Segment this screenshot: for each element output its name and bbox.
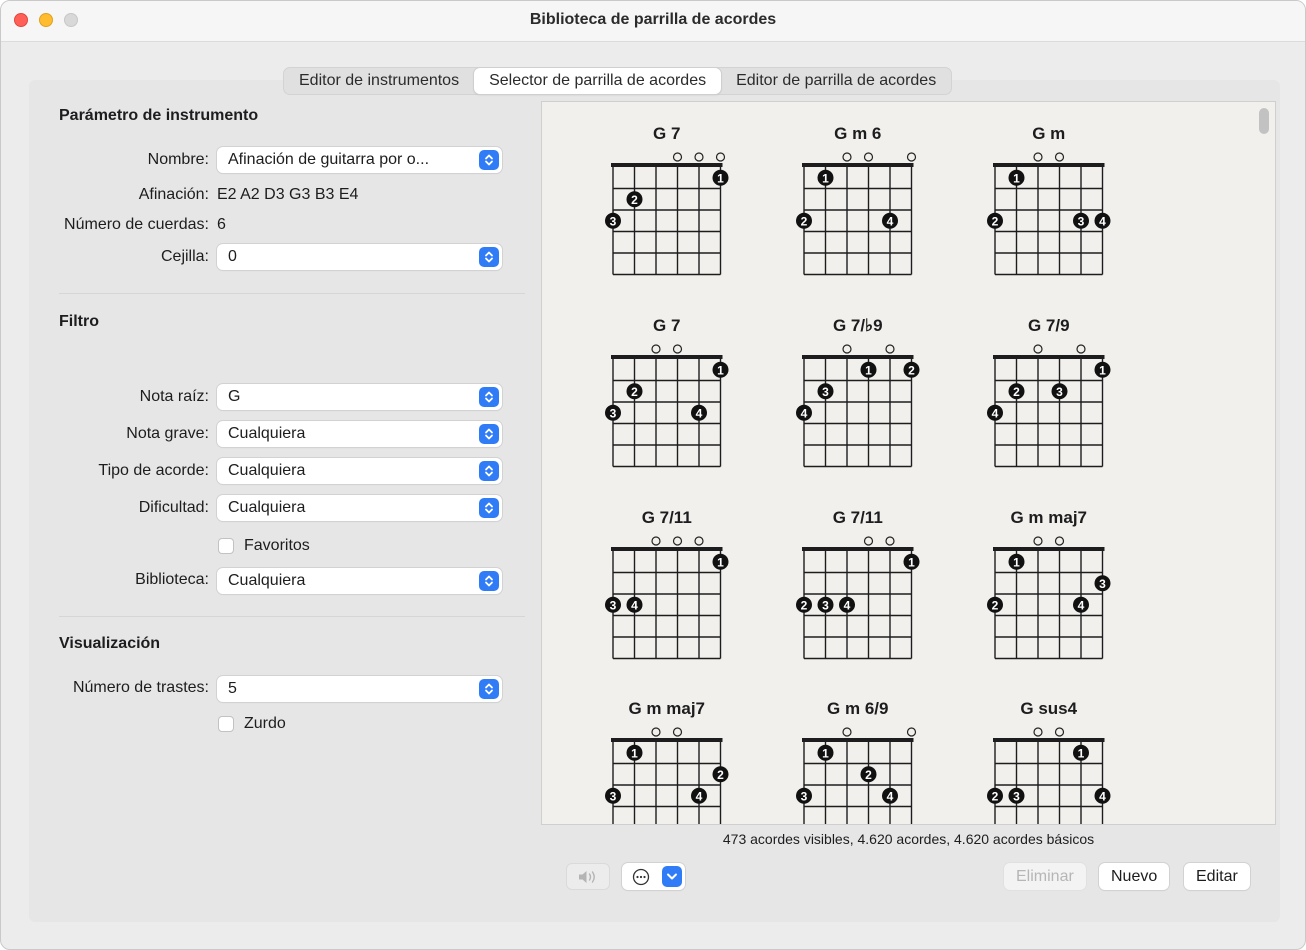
chord-name: G 7 — [653, 124, 681, 143]
chord-name: G 7/9 — [1027, 316, 1070, 335]
nut — [993, 738, 1105, 742]
nut — [802, 163, 914, 167]
nut — [611, 547, 723, 551]
finger-number: 3 — [822, 598, 829, 613]
chord-count-status: 473 acordes visibles, 4.620 acordes, 4.620 acordes básicos — [722, 831, 1095, 847]
play-chord-button[interactable] — [566, 863, 610, 890]
nut — [611, 738, 723, 742]
chord-name: G 7 — [653, 316, 681, 335]
finger-number: 4 — [991, 406, 999, 421]
finger-number: 2 — [717, 767, 724, 782]
chord-name: G m 6/9 — [827, 699, 889, 718]
open-string-marker — [865, 153, 873, 161]
chord-diagram[interactable] — [605, 508, 729, 659]
finger-number: 4 — [1099, 214, 1106, 229]
finger-number: 4 — [886, 214, 894, 229]
open-string-marker — [886, 345, 894, 353]
open-string-marker — [1077, 345, 1085, 353]
root-note-value: G — [228, 388, 241, 405]
speaker-icon — [578, 869, 600, 885]
chevron-updown-icon — [479, 247, 499, 267]
finger-number: 2 — [1013, 384, 1020, 399]
chevron-updown-icon — [479, 498, 499, 518]
finger-number: 1 — [1099, 363, 1106, 378]
open-string-marker — [1034, 153, 1042, 161]
difficulty-select[interactable] — [217, 495, 502, 521]
difficulty-value: Cualquiera — [228, 499, 306, 516]
finger-number: 1 — [1013, 555, 1020, 570]
nut — [993, 163, 1105, 167]
delete-button[interactable]: Eliminar — [1004, 863, 1086, 890]
chord-grid-canvas — [542, 102, 1275, 824]
left-handed-checkbox[interactable] — [218, 716, 234, 732]
open-string-marker — [674, 537, 682, 545]
bass-note-value: Cualquiera — [228, 425, 306, 442]
chord-name: G m — [1032, 124, 1066, 143]
fret-count-label: Número de trastes: — [72, 679, 209, 696]
strings-label: Número de cuerdas: — [64, 216, 209, 233]
finger-number: 4 — [695, 406, 703, 421]
chevron-updown-icon — [479, 387, 499, 407]
open-string-marker — [1056, 537, 1064, 545]
finger-number: 3 — [1056, 384, 1063, 399]
display-heading: Visualización — [59, 635, 161, 652]
nut — [802, 738, 914, 742]
finger-number: 2 — [631, 192, 638, 207]
root-note-select[interactable] — [217, 384, 502, 410]
open-string-marker — [652, 345, 660, 353]
title-bar — [1, 1, 1305, 42]
finger-number: 3 — [609, 406, 617, 421]
instrument-heading: Parámetro de instrumento — [59, 107, 259, 124]
open-string-marker — [652, 728, 660, 736]
action-menu-button[interactable] — [622, 863, 685, 890]
chord-diagram[interactable] — [605, 699, 729, 824]
chord-type-select[interactable] — [217, 458, 502, 484]
finger-number: 1 — [717, 363, 724, 378]
open-string-marker — [652, 537, 660, 545]
open-string-marker — [1034, 345, 1042, 353]
finger-number: 4 — [1099, 789, 1106, 804]
open-string-marker — [908, 153, 916, 161]
open-string-marker — [695, 153, 703, 161]
nut — [993, 355, 1105, 359]
tab-instrument-editor[interactable]: Editor de instrumentos — [299, 72, 460, 89]
open-string-marker — [908, 728, 916, 736]
finger-number: 2 — [800, 214, 808, 229]
chord-name: G m 6 — [834, 124, 882, 143]
more-options-icon — [632, 868, 650, 886]
chord-name: G 7/11 — [832, 508, 883, 527]
chevron-updown-icon — [479, 571, 499, 591]
finger-number: 3 — [800, 789, 808, 804]
finger-number: 1 — [717, 171, 724, 186]
chevron-down-icon — [662, 866, 682, 887]
edit-button[interactable]: Editar — [1184, 863, 1250, 890]
open-string-marker — [865, 537, 873, 545]
finger-number: 4 — [695, 789, 703, 804]
finger-number: 4 — [631, 598, 638, 613]
capo-select[interactable] — [217, 244, 502, 270]
chord-name: G m maj7 — [628, 699, 706, 718]
finger-number: 2 — [631, 384, 638, 399]
chord-diagram[interactable] — [987, 124, 1111, 275]
finger-number: 2 — [991, 598, 999, 613]
finger-number: 4 — [843, 598, 851, 613]
finger-number: 1 — [822, 171, 829, 186]
new-button[interactable]: Nuevo — [1099, 863, 1169, 890]
name-label: Nombre: — [147, 151, 209, 168]
chord-type-value: Cualquiera — [228, 462, 306, 479]
vertical-scrollbar[interactable] — [1259, 108, 1269, 134]
open-string-marker — [1034, 537, 1042, 545]
chord-name: G 7/11 — [641, 508, 692, 527]
name-select-value: Afinación de guitarra por o... — [228, 151, 430, 168]
bass-note-select[interactable] — [217, 421, 502, 447]
open-string-marker — [843, 153, 851, 161]
nut — [802, 355, 914, 359]
open-string-marker — [674, 345, 682, 353]
open-string-marker — [674, 153, 682, 161]
finger-number: 2 — [865, 767, 872, 782]
finger-number: 1 — [908, 555, 915, 570]
open-string-marker — [1034, 728, 1042, 736]
nut — [802, 547, 914, 551]
separator — [59, 293, 525, 294]
finger-number: 2 — [800, 598, 808, 613]
chord-diagram[interactable] — [796, 508, 920, 659]
chord-diagram[interactable] — [987, 316, 1111, 467]
chord-diagram[interactable] — [605, 316, 729, 467]
nut — [611, 163, 723, 167]
open-string-marker — [1056, 728, 1064, 736]
finger-number: 1 — [631, 746, 638, 761]
favorites-checkbox[interactable] — [218, 538, 234, 554]
finger-number: 3 — [1013, 789, 1020, 804]
open-string-marker — [843, 345, 851, 353]
tuning-label: Afinación: — [138, 186, 209, 203]
finger-number: 1 — [717, 555, 724, 570]
chord-grid-browser[interactable] — [541, 101, 1276, 825]
finger-number: 3 — [609, 598, 617, 613]
open-string-marker — [674, 728, 682, 736]
finger-number: 1 — [1077, 746, 1085, 761]
chord-type-label: Tipo de acorde: — [98, 462, 209, 479]
tab-chord-grid-selector[interactable]: Selector de parrilla de acordes — [474, 68, 721, 94]
chord-diagram[interactable] — [605, 124, 729, 275]
chord-diagram[interactable] — [796, 124, 916, 275]
fret-count-select[interactable] — [217, 676, 502, 702]
finger-number: 4 — [886, 789, 894, 804]
root-note-label: Nota raíz: — [139, 388, 209, 405]
filter-heading: Filtro — [59, 313, 99, 330]
left-handed-label: Zurdo — [244, 715, 286, 732]
finger-number: 3 — [609, 214, 617, 229]
capo-select-value: 0 — [228, 248, 237, 265]
finger-number: 3 — [1077, 214, 1085, 229]
tab-bar — [283, 67, 952, 95]
finger-number: 1 — [865, 363, 872, 378]
window-title: Biblioteca de parrilla de acordes — [529, 11, 777, 28]
finger-number: 1 — [1013, 171, 1020, 186]
open-string-marker — [886, 537, 894, 545]
chevron-updown-icon — [479, 150, 499, 170]
chord-diagram[interactable] — [796, 316, 920, 467]
open-string-marker — [843, 728, 851, 736]
tab-chord-grid-editor[interactable]: Editor de parrilla de acordes — [736, 72, 937, 89]
difficulty-label: Dificultad: — [138, 499, 209, 516]
finger-number: 2 — [991, 214, 999, 229]
nut — [993, 547, 1105, 551]
strings-value: 6 — [217, 216, 226, 233]
favorites-label: Favoritos — [244, 537, 310, 554]
finger-number: 2 — [991, 789, 999, 804]
finger-number: 4 — [800, 406, 808, 421]
open-string-marker — [717, 153, 725, 161]
fret-count-value: 5 — [228, 680, 237, 697]
chord-name: G m maj7 — [1010, 508, 1088, 527]
separator — [59, 616, 525, 617]
bass-note-label: Nota grave: — [126, 425, 209, 442]
capo-label: Cejilla: — [160, 248, 209, 265]
chevron-updown-icon — [479, 679, 499, 699]
finger-number: 1 — [822, 746, 829, 761]
open-string-marker — [1056, 153, 1064, 161]
library-value: Cualquiera — [228, 572, 306, 589]
chord-diagram[interactable] — [987, 699, 1111, 824]
finger-number: 4 — [1077, 598, 1085, 613]
library-label: Biblioteca: — [135, 571, 209, 588]
chord-diagram[interactable] — [796, 699, 916, 824]
open-string-marker — [695, 537, 703, 545]
chevron-updown-icon — [479, 461, 499, 481]
finger-number: 3 — [609, 789, 617, 804]
chord-diagram[interactable] — [987, 508, 1111, 659]
finger-number: 3 — [1099, 576, 1106, 591]
name-select[interactable] — [217, 147, 502, 173]
chord-name: G 7/♭9 — [832, 316, 883, 335]
chevron-updown-icon — [479, 424, 499, 444]
tuning-value: E2 A2 D3 G3 B3 E4 — [217, 186, 359, 203]
library-select[interactable] — [217, 568, 502, 594]
nut — [611, 355, 723, 359]
chord-name: G sus4 — [1020, 699, 1078, 718]
finger-number: 3 — [822, 384, 829, 399]
finger-number: 2 — [908, 363, 915, 378]
